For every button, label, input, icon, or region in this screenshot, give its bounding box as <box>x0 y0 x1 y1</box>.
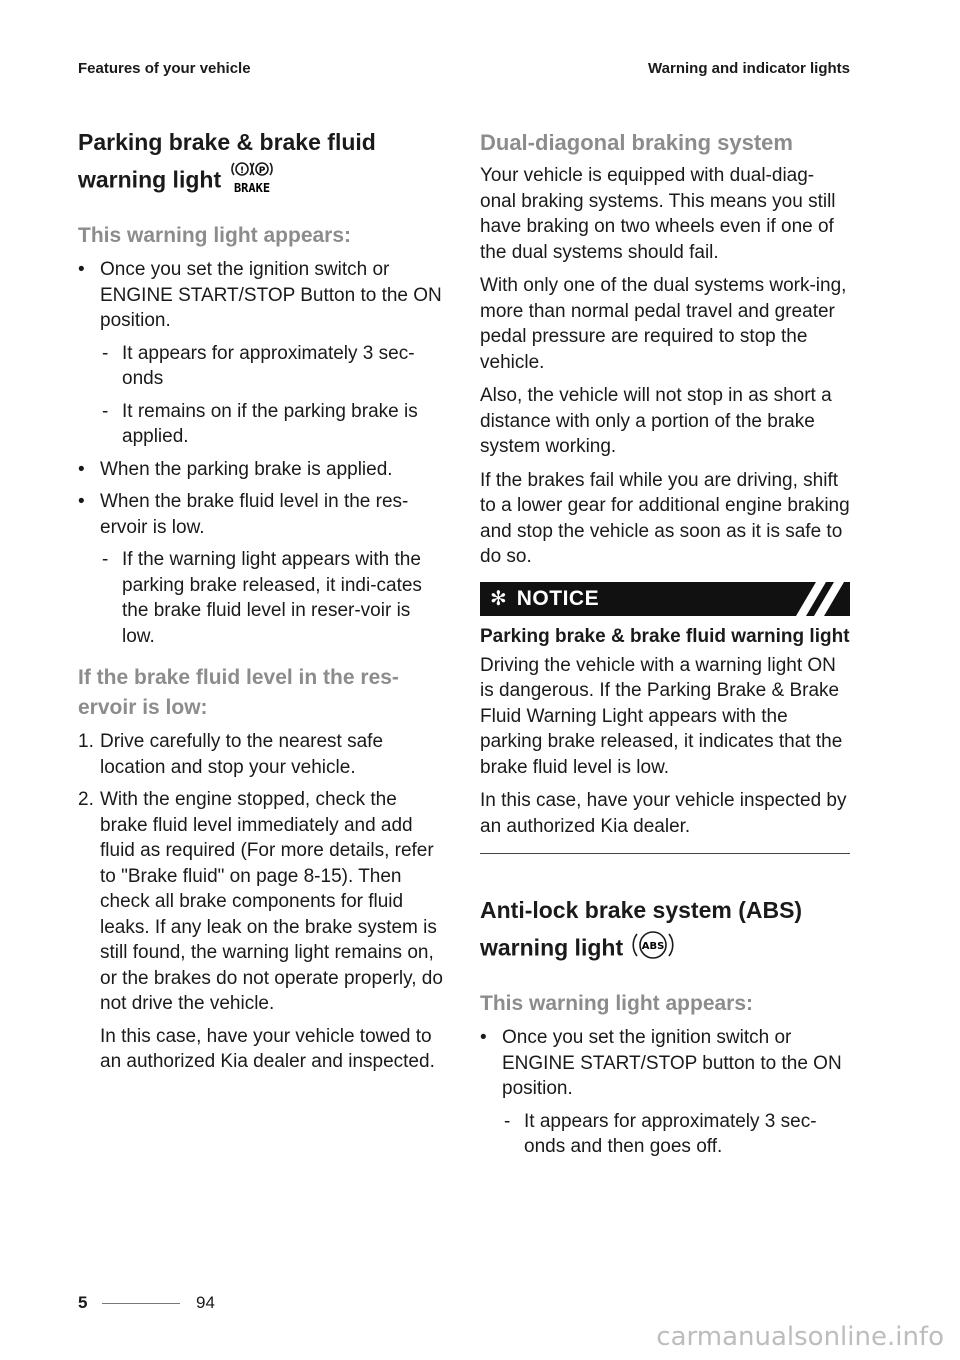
watermark-text: carmanualsonline.info <box>656 1322 944 1352</box>
parking-brake-title: Parking brake & brake fluid warning light ! P BRAKE <box>78 126 448 204</box>
dash-remains-on: - It remains on if the parking brake is applied. <box>78 399 448 450</box>
abs-appears-heading: This warning light appears: <box>480 992 754 1015</box>
svg-text:ABS: ABS <box>641 941 664 952</box>
running-header-topic: Warning and indicator lights <box>648 60 850 77</box>
bullet-ignition: • Once you set the ignition switch or ENGINE START/STOP Button to the ON position. <box>78 257 448 334</box>
dual-diagonal-heading: Dual-diagonal braking system <box>480 130 793 155</box>
footer-page-number: 94 <box>196 1293 215 1312</box>
left-column <box>78 126 448 1082</box>
step-2: 2. With the engine stopped, check the brake fluid level immediately and add fluid as required (For more details, refer to "Brake fluid" on page 8-15). Then check all brake components for fluid leaks. If any leak on the brake system is still found, the warning light remains on, or the brakes do not operate properly, do not drive the vehicle. <box>78 789 443 1014</box>
footer-section-number: 5 <box>78 1293 88 1312</box>
abs-title: Anti-lock brake system (ABS) warning light ABS <box>480 894 850 972</box>
dual-paragraph-4: If the brakes fail while you are driving, shift to a lower gear for additional engine braking and stop the vehicle as soon as it is safe to do so. <box>480 469 850 567</box>
notice-paragraph-2: In this case, have your vehicle inspected by an authorized Kia dealer. <box>480 790 847 837</box>
abs-dash-three-seconds: - It appears for approximately 3 sec-onds and then goes off. <box>480 1109 850 1160</box>
dash-three-seconds: - It appears for approximately 3 sec-onds <box>78 341 448 392</box>
svg-text:P: P <box>258 166 265 176</box>
step-1: 1. Drive carefully to the nearest safe location and stop your vehicle. <box>78 731 384 778</box>
dual-paragraph-3: Also, the vehicle will not stop in as short a distance with only a portion of the brake system working. <box>480 385 832 457</box>
notice-title: Parking brake & brake fluid warning light <box>480 625 850 647</box>
running-header-section: Features of your vehicle <box>78 60 251 77</box>
appears-heading: This warning light appears: <box>78 224 352 247</box>
dash-warning-released: - If the warning light appears with the parking brake released, it indi-cates the brake fluid level in reser-voir is low. <box>78 547 448 649</box>
svg-text:BRAKE: BRAKE <box>233 181 270 195</box>
bullet-parking-applied: • When the parking brake is applied. <box>78 457 448 483</box>
brake-warning-icon <box>228 159 276 204</box>
fluid-low-heading: If the brake fluid level in the res-ervoir is low: <box>78 666 399 719</box>
notice-paragraph-1: Driving the vehicle with a warning light ON is dangerous. If the Parking Brake & Brake Fluid Warning Light appears with the parking brake released, it indicates that the brake fluid level is low. <box>480 654 843 778</box>
notice-divider <box>480 853 850 854</box>
step-2-note: In this case, have your vehicle towed to an authorized Kia dealer and inspected. <box>100 1025 435 1072</box>
dual-paragraph-2: With only one of the dual systems work-ing, more than normal pedal travel and greater pedal pressure are required to stop the vehicle. <box>480 275 847 373</box>
svg-text:!: ! <box>239 166 244 176</box>
abs-bullet-ignition: • Once you set the ignition switch or ENGINE START/STOP button to the ON position. <box>480 1025 850 1102</box>
notice-stripes-icon <box>790 582 850 616</box>
footer-divider <box>102 1303 180 1304</box>
notice-label: NOTICE <box>516 586 600 610</box>
bullet-fluid-low: • When the brake fluid level in the res-ervoir is low. <box>78 489 448 540</box>
dual-paragraph-1: Your vehicle is equipped with dual-diag-onal braking systems. This means you still have braking on two wheels even if one of the dual systems should fail. <box>480 165 836 263</box>
right-column <box>480 126 850 1167</box>
notice-banner <box>480 582 850 616</box>
abs-warning-icon <box>630 927 676 972</box>
notice-star-icon: ✻ <box>490 588 507 610</box>
